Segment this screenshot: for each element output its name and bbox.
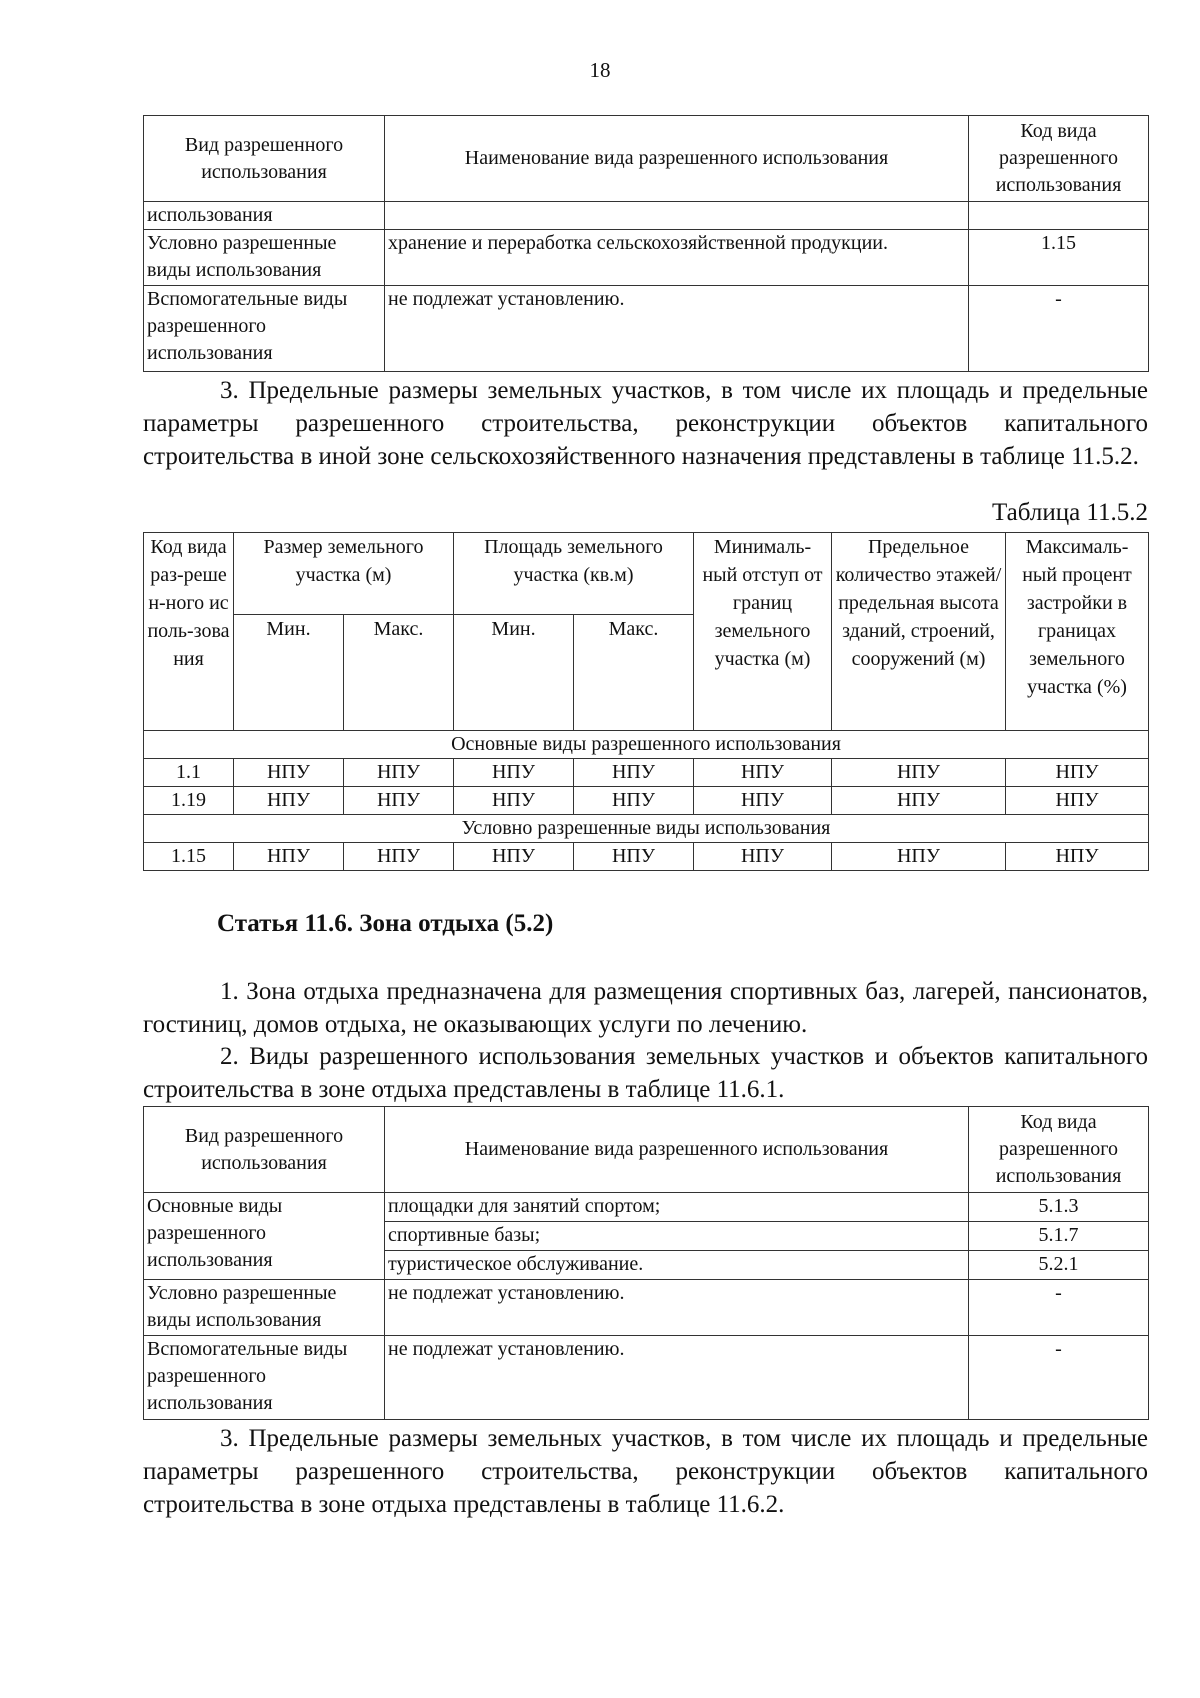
cell: 1.19 [144,787,234,815]
row-type: Вспомогательные виды разрешенного использования [144,286,385,372]
page-number: 18 [589,58,611,82]
cell: НПУ [694,759,832,787]
header-size-max: Макс. [344,615,454,731]
cell: НПУ [344,787,454,815]
header-plot-size: Размер земельного участка (м) [234,533,454,615]
article-heading: Статья 11.6. Зона отдыха (5.2) [217,910,554,937]
row-code: - [969,1336,1149,1420]
cell: НПУ [832,759,1006,787]
cell: 1.15 [144,843,234,871]
row-name: площадки для занятий спортом; [385,1193,969,1222]
row-code: 5.2.1 [969,1251,1149,1280]
cell: НПУ [832,787,1006,815]
row-code: - [969,1280,1149,1336]
row-name: не подлежат установлению. [385,1280,969,1336]
cell: НПУ [574,759,694,787]
land-use-table-11-5-1 [143,115,1149,372]
row-name: не подлежат установлению. [385,286,969,372]
land-use-table-11-6-1 [143,1106,1149,1420]
cell: НПУ [454,759,574,787]
header-name: Наименование вида разрешенного использования [385,116,969,202]
cell: НПУ [234,759,344,787]
section-main: Основные виды разрешенного использования [144,731,1149,759]
cell: НПУ [454,787,574,815]
parameters-table-11-5-2 [143,532,1149,871]
header-type: Вид разрешенного использования [144,1107,385,1193]
cell: НПУ [344,843,454,871]
row-type: Условно разрешенные виды использования [144,1280,385,1336]
cell: НПУ [574,843,694,871]
main-type: Основные виды разрешенного использования [144,1193,385,1280]
cell: НПУ [574,787,694,815]
header-min-offset: Минималь-ный отступ от границ земельного участка (м) [694,533,832,731]
cell: НПУ [832,843,1006,871]
paragraph-limits-11-6: 3. Предельные размеры земельных участков, в том числе их площадь и предельные параметры разрешенного строительства, реконструкции объектов капитального строительства в зоне отдыха представлены в таблице 11.6.2. [143,1425,1148,1518]
paragraph-limits-11-5: 3. Предельные размеры земельных участков, в том числе их площадь и предельные параметры разрешенного строительства, реконструкции объектов капитального строительства в иной зоне сельскохозяйственного назначения представлены в таблице 11.5.2. [143,377,1148,470]
cell: НПУ [1006,787,1149,815]
header-size-min: Мин. [234,615,344,731]
cell: НПУ [1006,843,1149,871]
header-area-max: Макс. [574,615,694,731]
header-floors: Предельное количество этажей/ предельная высота зданий, строений, сооружений (м) [832,533,1006,731]
header-name: Наименование вида разрешенного использования [385,1107,969,1193]
paragraph-zone-purpose: 1. Зона отдыха предназначена для размещения спортивных баз, лагерей, пансионатов, гостиниц, домов отдыха, не оказывающих услуги по лечению. [143,978,1148,1038]
row-code: 5.1.3 [969,1193,1149,1222]
paragraph-land-use-types: 2. Виды разрешенного использования земельных участков и объектов капитального строительства в зоне отдыха представлены в таблице 11.6.1. [143,1043,1148,1103]
row-name: не подлежат установлению. [385,1336,969,1420]
cell: НПУ [694,843,832,871]
cell: НПУ [694,787,832,815]
row-type: Условно разрешенные виды использования [144,230,385,286]
row-code: - [969,286,1149,372]
cell: НПУ [1006,759,1149,787]
row-name: спортивные базы; [385,1222,969,1251]
header-coverage: Максималь-ный процент застройки в границах земельного участка (%) [1006,533,1149,731]
row-type: Вспомогательные виды разрешенного использования [144,1336,385,1420]
header-type: Вид разрешенного использования [144,116,385,202]
header-code: Код вида разрешенного использования [969,1107,1149,1193]
row-name: туристическое обслуживание. [385,1251,969,1280]
cell: НПУ [454,843,574,871]
empty-cell [385,202,969,230]
cell: НПУ [344,759,454,787]
empty-cell [969,202,1149,230]
row-name: хранение и переработка сельскохозяйственной продукции. [385,230,969,286]
table-caption-11-5-2: Таблица 11.5.2 [992,499,1148,526]
row-code: 5.1.7 [969,1222,1149,1251]
cell: НПУ [234,843,344,871]
cell: 1.1 [144,759,234,787]
continuation-label: использования [144,202,385,230]
row-code: 1.15 [969,230,1149,286]
header-area-min: Мин. [454,615,574,731]
header-code: Код вида раз-решен-ного исполь-зования [144,533,234,731]
section-conditional: Условно разрешенные виды использования [144,815,1149,843]
header-code: Код вида разрешенного использования [969,116,1149,202]
cell: НПУ [234,787,344,815]
header-plot-area: Площадь земельного участка (кв.м) [454,533,694,615]
